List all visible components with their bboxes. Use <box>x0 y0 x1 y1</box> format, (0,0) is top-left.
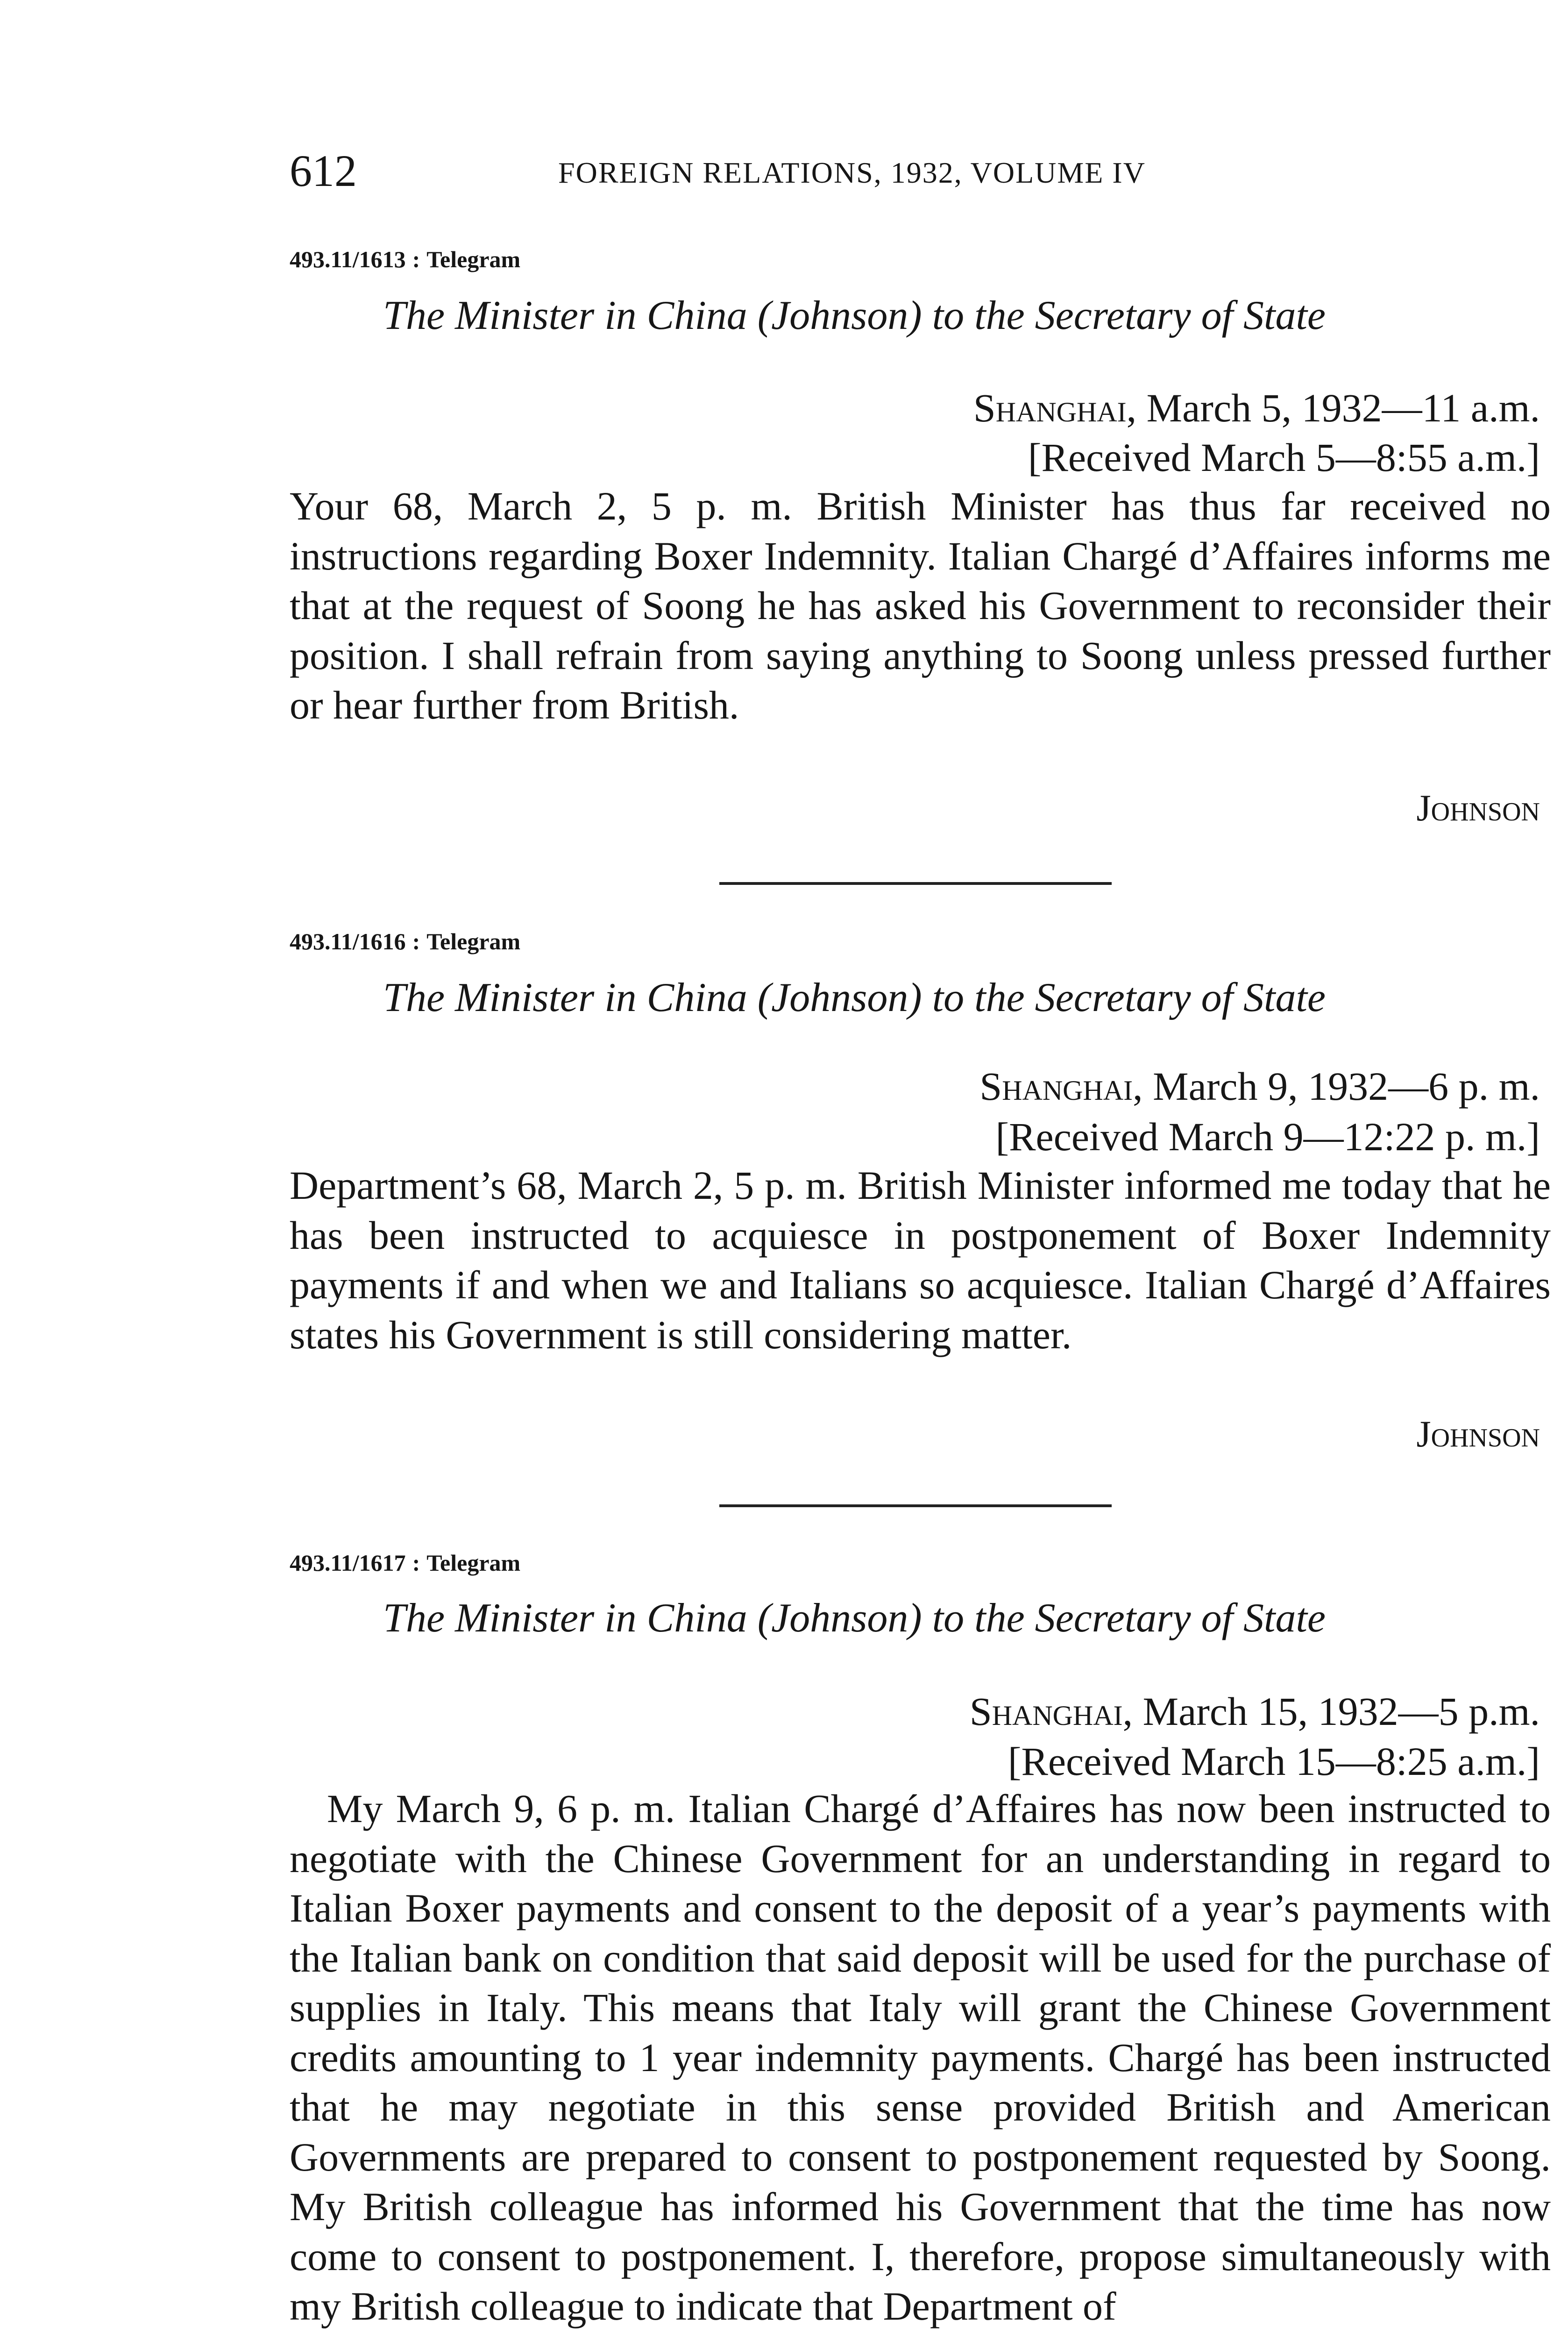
running-head: FOREIGN RELATIONS, 1932, VOLUME IV <box>558 156 1146 189</box>
telegram-body: Department’s 68, March 2, 5 p. m. British Minister informed me today that he has been instructed to acquiesce in postponement of Boxer Indemnity payments if and when we and Italians so acquiesce. Italian Chargé d’Affaires states his Government is still considering matter. <box>290 1163 1551 1357</box>
telegram-body: Your 68, March 2, 5 p. m. British Minister has thus far received no instructions regarding Boxer Indemnity. Italian Chargé d’Affaires informs me that at the request of Soong he has asked his Government to reconsider their position. I shall refrain from saying anything to Soong unless pressed further or hear further from British. <box>290 484 1551 727</box>
signature: Johnson <box>1416 788 1540 829</box>
section-divider <box>719 882 1112 885</box>
dateline-date: , March 9, 1932—6 p. m. <box>1133 1064 1540 1109</box>
file-type: Telegram <box>426 246 521 272</box>
received-line: [Received March 15—8:25 a.m.] <box>1007 1739 1540 1784</box>
document-title: The Minister in China (Johnson) to the Secretary of State <box>383 293 1326 338</box>
file-number: 493.11/1617 <box>290 1550 406 1576</box>
file-number: 493.11/1616 <box>290 928 406 954</box>
page-number: 612 <box>290 146 357 196</box>
document-title: The Minister in China (Johnson) to the Secretary of State <box>383 975 1326 1020</box>
received-line: [Received March 9—12:22 p. m.] <box>995 1114 1540 1159</box>
telegram-body: My March 9, 6 p. m. Italian Chargé d’Affaires has now been instructed to negotiate with the Chinese Government for an understanding in regard to Italian Boxer payments and consent to the deposit of a year’s payments with the Italian bank on condition that said deposit will be used for the purchase of supplies in Italy. This means that Italy will grant the Chinese Government credits amounting to 1 year indemnity payments. Chargé has been instructed that he may negotiate in this sense provided British and American Governments are prepared to consent to postponement requested by Soong. My British colleague has informed his Government that the time has now come to consent to postponement. I, therefore, propose simultaneously with my British colleague to indicate that Department of <box>290 1786 1551 2329</box>
dateline-date: , March 15, 1932—5 p.m. <box>1122 1689 1540 1734</box>
dateline-city: Shanghai <box>979 1064 1133 1109</box>
dateline-city: Shanghai <box>969 1689 1123 1734</box>
dateline-date: , March 5, 1932—11 a.m. <box>1126 385 1540 430</box>
dateline-city: Shanghai <box>973 385 1127 430</box>
file-reference: 493.11/1616 : Telegram <box>290 928 521 954</box>
file-type: Telegram <box>426 928 521 954</box>
file-type: Telegram <box>426 1550 521 1576</box>
received-line: [Received March 5—8:55 a.m.] <box>1028 435 1540 480</box>
section-divider <box>719 1504 1112 1507</box>
document-title: The Minister in China (Johnson) to the Secretary of State <box>383 1595 1326 1641</box>
dateline <box>979 1064 1540 1109</box>
dateline <box>969 1689 1540 1734</box>
file-number: 493.11/1613 <box>290 246 406 272</box>
signature: Johnson <box>1416 1414 1540 1455</box>
file-reference: 493.11/1617 : Telegram <box>290 1550 521 1576</box>
file-reference: 493.11/1613 : Telegram <box>290 246 521 272</box>
dateline <box>973 385 1540 430</box>
